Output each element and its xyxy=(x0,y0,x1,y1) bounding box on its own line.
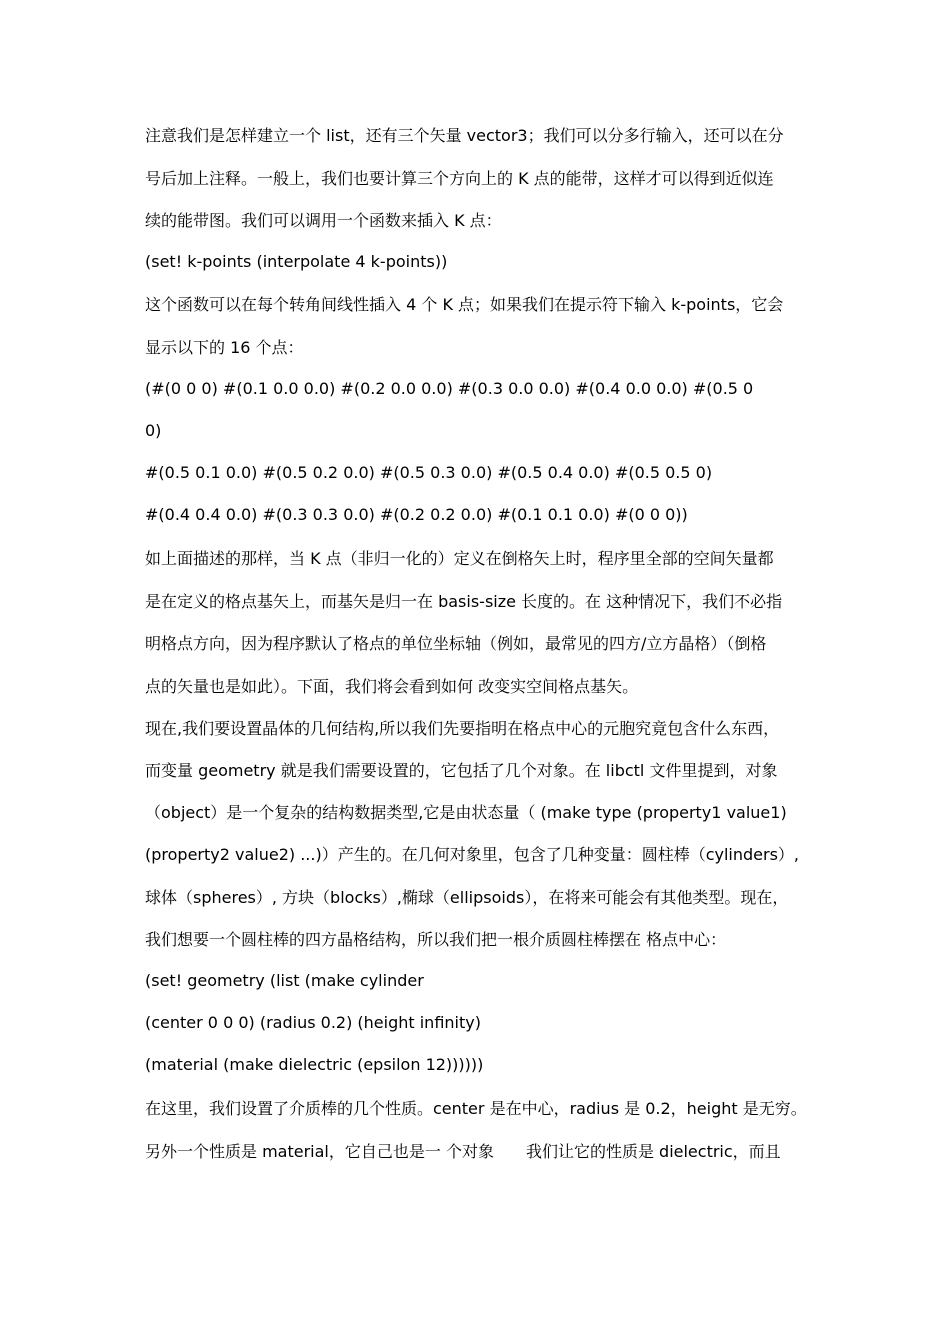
text-line: 注意我们是怎样建立一个 list，还有三个矢量 vector3；我们可以分多行输入，还可以在分 xyxy=(145,126,784,145)
text-line: 是在定义的格点基矢上，而基矢是归一在 basis-size 长度的。在 这种情况下，我们不必指 xyxy=(145,592,783,611)
text-line: 球体（spheres）, 方块（blocks）,椭球（ellipsoids），在将来可能会有其他类型。现在， xyxy=(145,888,789,907)
code-line: (#(0 0 0) #(0.1 0.0 0.0) #(0.2 0.0 0.0) #(0.3 0.0 0.0) #(0.4 0.0 0.0) #(0.5 0 xyxy=(145,379,754,398)
text-line: 在这里，我们设置了介质棒的几个性质。center 是在中心，radius 是 0.2，height 是无穷。 xyxy=(145,1099,807,1118)
text-line: 点的矢量也是如此）。下面，我们将会看到如何 改变实空间格点基矢。 xyxy=(145,677,639,696)
code-line: (material (make dielectric (epsilon 12)))))) xyxy=(145,1055,484,1074)
text-line: 另外一个性质是 material，它自己也是一 个对象 我们让它的性质是 dielectric，而且 xyxy=(145,1142,781,1161)
code-line: #(0.4 0.4 0.0) #(0.3 0.3 0.0) #(0.2 0.2 0.0) #(0.1 0.1 0.0) #(0 0 0)) xyxy=(145,505,688,524)
text-line: 现在,我们要设置晶体的几何结构,所以我们先要指明在格点中心的元胞究竟包含什么东西， xyxy=(145,719,780,738)
code-line: 0) xyxy=(145,421,162,440)
code-line: (center 0 0 0) (radius 0.2) (height infinity) xyxy=(145,1013,481,1032)
code-line: (set! k-points (interpolate 4 k-points)) xyxy=(145,252,448,271)
code-line: (set! geometry (list (make cylinder xyxy=(145,971,424,990)
text-line: 显示以下的 16 个点： xyxy=(145,338,304,357)
text-line: 续的能带图。我们可以调用一个函数来插入 K 点： xyxy=(145,211,502,230)
text-line: 这个函数可以在每个转角间线性插入 4 个 K 点；如果我们在提示符下输入 k-points，它会 xyxy=(145,295,784,314)
text-line: 我们想要一个圆柱棒的四方晶格结构，所以我们把一根介质圆柱棒摆在 格点中心： xyxy=(145,930,727,949)
text-line: 如上面描述的那样，当 K 点（非归一化的）定义在倒格矢上时，程序里全部的空间矢量都 xyxy=(145,549,774,568)
text-line: (property2 value2) ...)）产生的。在几何对象里，包含了几种变量：圆柱棒（cylinders）, xyxy=(145,845,800,864)
text-line: 明格点方向，因为程序默认了格点的单位坐标轴（例如，最常见的四方/立方晶格）（倒格 xyxy=(145,634,767,653)
text-line: 而变量 geometry 就是我们需要设置的，它包括了几个对象。在 libctl 文件里提到，对象 xyxy=(145,761,778,780)
code-line: #(0.5 0.1 0.0) #(0.5 0.2 0.0) #(0.5 0.3 0.0) #(0.5 0.4 0.0) #(0.5 0.5 0) xyxy=(145,463,713,482)
text-line: 号后加上注释。一般上，我们也要计算三个方向上的 K 点的能带，这样才可以得到近似连 xyxy=(145,169,774,188)
text-line: （object）是一个复杂的结构数据类型,它是由状态量（ (make type (property1 value1) xyxy=(145,803,787,822)
